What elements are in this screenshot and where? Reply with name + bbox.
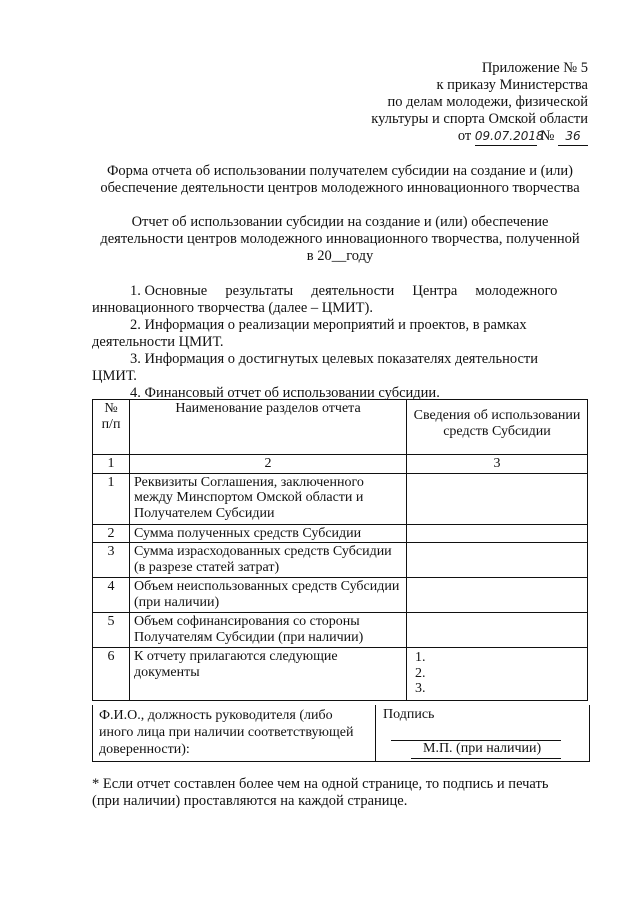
item-1-cont: инновационного творчества (далее – ЦМИТ). [92, 300, 373, 316]
report-title [60, 214, 620, 265]
appendix-header [371, 60, 588, 146]
item-2: 2. Информация о реализации мероприятий и проектов, в рамках [130, 317, 527, 333]
signature-divider [375, 705, 376, 761]
table-row [93, 524, 588, 543]
report-items [92, 283, 592, 402]
col-num-1: 1 [93, 455, 130, 474]
header-num: № п/п [93, 400, 130, 455]
row-num: 5 [93, 613, 130, 648]
table-row [93, 648, 588, 701]
stamp-label: М.П. (при наличии) [423, 741, 542, 756]
financial-report-table [92, 399, 588, 701]
ministry-name-line1: по делам молодежи, физической [387, 94, 588, 110]
row-num: 2 [93, 524, 130, 543]
footnote [92, 776, 602, 810]
form-title-line1: Форма отчета об использовании получателем субсидии на создание и (или) [106, 163, 574, 179]
table-column-numbers [93, 455, 588, 474]
row-value-cell [407, 524, 588, 543]
responsible-person-label: Ф.И.О., должность руководителя (либо иного лица при наличии соответствующей доверенности): [99, 708, 354, 757]
form-title [60, 163, 620, 197]
report-title-line3: в 20__году [306, 248, 374, 264]
row-name: Реквизиты Соглашения, заключенного между Минспортом Омской области и Получателем Субсидии [130, 473, 407, 524]
col-num-3: 3 [407, 455, 588, 474]
row-name: Объем неиспользованных средств Субсидии (при наличии) [130, 578, 407, 613]
attachment-3: 3. [415, 681, 426, 696]
attachment-2: 2. [415, 665, 426, 681]
report-title-line2: деятельности центров молодежного инновационного творчества, полученной [100, 231, 580, 247]
row-value-cell [407, 543, 588, 578]
order-date: 09.07.2018 [475, 128, 537, 146]
signature-block [92, 705, 590, 762]
table-row [93, 473, 588, 524]
item-4: 4. Финансовый отчет об использовании субсидии. [130, 385, 440, 401]
footnote-line1: * Если отчет составлен более чем на одной странице, то подпись и печать [92, 776, 549, 792]
table-header-row [93, 400, 588, 455]
row-name: Сумма израсходованных средств Субсидии (в разрезе статей затрат) [130, 543, 407, 578]
row-num: 4 [93, 578, 130, 613]
item-2-cont: деятельности ЦМИТ. [92, 334, 224, 350]
order-reference: к приказу Министерства [436, 77, 588, 93]
table-row [93, 543, 588, 578]
header-info: Сведения об использовании средств Субсидии [407, 400, 588, 455]
attachments-list [407, 648, 588, 701]
table-row [93, 578, 588, 613]
ministry-name-line2: культуры и спорта Омской области [371, 111, 588, 127]
row-name: Объем софинансирования со стороны Получателям Субсидии (при наличии) [130, 613, 407, 648]
row-name: Сумма полученных средств Субсидии [130, 524, 407, 543]
appendix-number: Приложение № 5 [481, 60, 588, 76]
footnote-line2: (при наличии) проставляются на каждой странице. [92, 793, 408, 809]
stamp-line [411, 758, 561, 759]
form-title-line2: обеспечение деятельности центров молодежного инновационного творчества [100, 180, 580, 196]
row-value-cell [407, 613, 588, 648]
row-name: К отчету прилагаются следующие документы [130, 648, 407, 701]
col-num-2: 2 [130, 455, 407, 474]
report-title-line1: Отчет об использовании субсидии на создание и (или) обеспечение [131, 214, 549, 230]
row-num: 6 [93, 648, 130, 701]
signature-label: Подпись [383, 707, 435, 722]
item-3: 3. Информация о достигнутых целевых показателях деятельности [130, 351, 538, 367]
table-row [93, 613, 588, 648]
item-3-cont: ЦМИТ. [92, 368, 137, 384]
order-date-number [371, 128, 588, 146]
header-name: Наименование разделов отчета [130, 400, 407, 455]
row-value-cell [407, 473, 588, 524]
item-1: 1. Основные результаты деятельности Центра молодежного [130, 283, 558, 299]
order-number: 36 [558, 128, 588, 146]
row-num: 3 [93, 543, 130, 578]
row-num: 1 [93, 473, 130, 524]
attachment-1: 1. [415, 650, 426, 665]
date-prefix: от [457, 128, 472, 144]
row-value-cell [407, 578, 588, 613]
number-prefix: № [540, 128, 555, 144]
